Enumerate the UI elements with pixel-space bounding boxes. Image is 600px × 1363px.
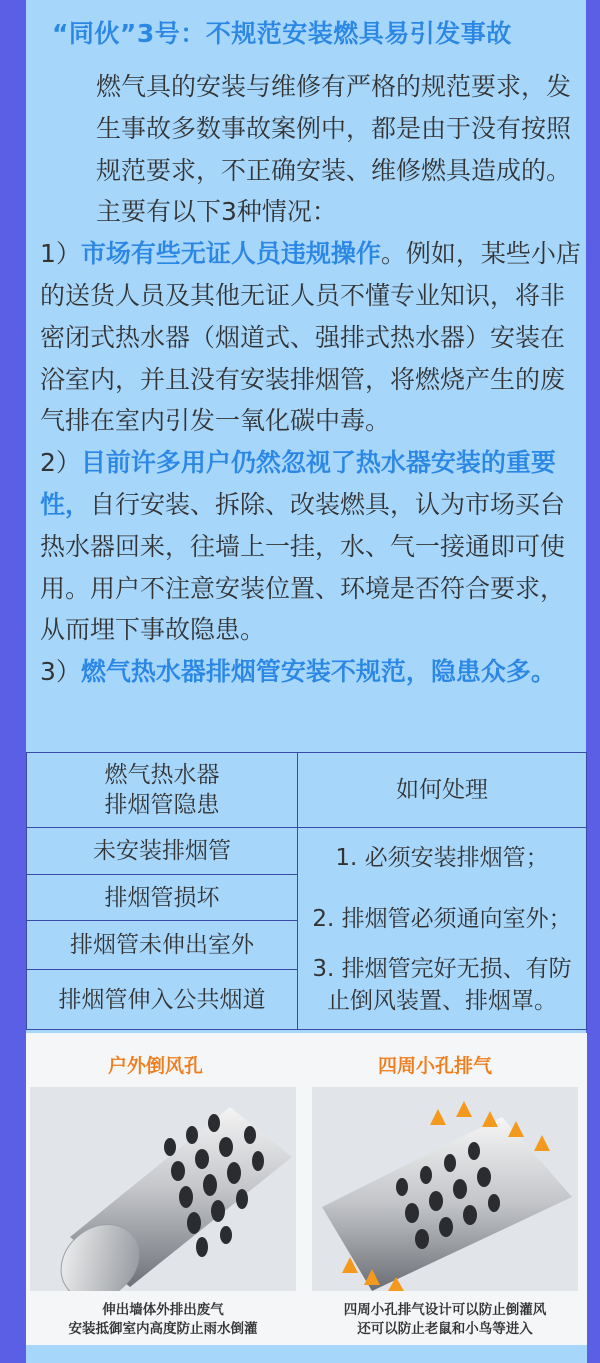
item-2-number: 2）	[40, 448, 81, 478]
article-body	[40, 66, 588, 693]
item-3-highlight: 燃气热水器排烟管安装不规范，隐患众多。	[80, 657, 556, 687]
item-1-number: 1）	[40, 239, 81, 269]
photo-left-caption-line2: 安装抵御室内高度防止雨水倒灌	[68, 1321, 258, 1337]
photo-right-label: 四周小孔排气	[378, 1055, 493, 1077]
photo-left-label: 户外倒风孔	[108, 1055, 204, 1077]
photo-left-caption	[30, 1301, 296, 1339]
bottom-strip	[26, 1345, 587, 1363]
hazard-cell: 排烟管损坏	[27, 875, 298, 920]
hazard-cell: 排烟管伸入公共烟道	[27, 970, 298, 1030]
intro-paragraph: 燃气具的安装与维修有严格的规范要求，发生事故多数事故案例中，都是由于没有按照规范要求，不正确安装、维修燃具造成的。主要有以下3种情况：	[96, 72, 572, 227]
photo-right-caption-line2: 还可以防止老鼠和小鸟等进入	[357, 1321, 533, 1337]
measure-2: 2. 排烟管必须通向室外；	[312, 906, 572, 933]
section-title: “同伙”3号：不规范安装燃具易引发事故	[52, 19, 512, 48]
chimney-pipe-image-right	[312, 1087, 578, 1291]
item-2	[40, 442, 588, 651]
header-hazard-line1: 燃气热水器	[104, 761, 220, 788]
item-1-highlight: 市场有些无证人员违规操作	[80, 239, 381, 269]
photo-left-caption-line1: 伸出墙体外排出废气	[102, 1302, 224, 1318]
table-header-measure: 如何处理	[298, 753, 587, 828]
photo-right-caption	[312, 1301, 578, 1339]
measure-3: 3. 排烟管完好无损、有防止倒风装置、排烟罩。	[312, 956, 572, 1015]
product-photo-area	[26, 1033, 587, 1345]
item-2-highlight: 目前许多用户仍然忽视了热水器安装的重要性，	[40, 448, 556, 519]
item-3	[40, 651, 588, 693]
item-3-number: 3）	[40, 657, 81, 687]
table-header-hazard	[27, 753, 298, 828]
measure-1: 1. 必须安装排烟管；	[335, 845, 549, 872]
hazard-table	[26, 752, 587, 1030]
measures-cell	[298, 827, 587, 1029]
hazard-cell: 未安装排烟管	[27, 827, 298, 875]
photo-right-caption-line1: 四周小孔排气设计可以防止倒灌风	[343, 1302, 547, 1318]
chimney-pipe-image-left	[30, 1087, 296, 1291]
item-1-text: 。例如，某些小店的送货人员及其他无证人员不懂专业知识，将非密闭式热水器（烟道式、强排式热水器）安装在浴室内，并且没有安装排烟管，将燃烧产生的废气排在室内引发一氧化碳中毒。	[40, 239, 581, 436]
header-hazard-line2: 排烟管隐患	[104, 791, 220, 818]
item-2-text: 自行安装、拆除、改装燃具，认为市场买台热水器回来，往墙上一挂，水、气一接通即可使用。用户不注意安装位置、环境是否符合要求，从而埋下事故隐患。	[40, 489, 566, 645]
item-1	[40, 233, 588, 442]
hazard-cell: 排烟管未伸出室外	[27, 920, 298, 970]
